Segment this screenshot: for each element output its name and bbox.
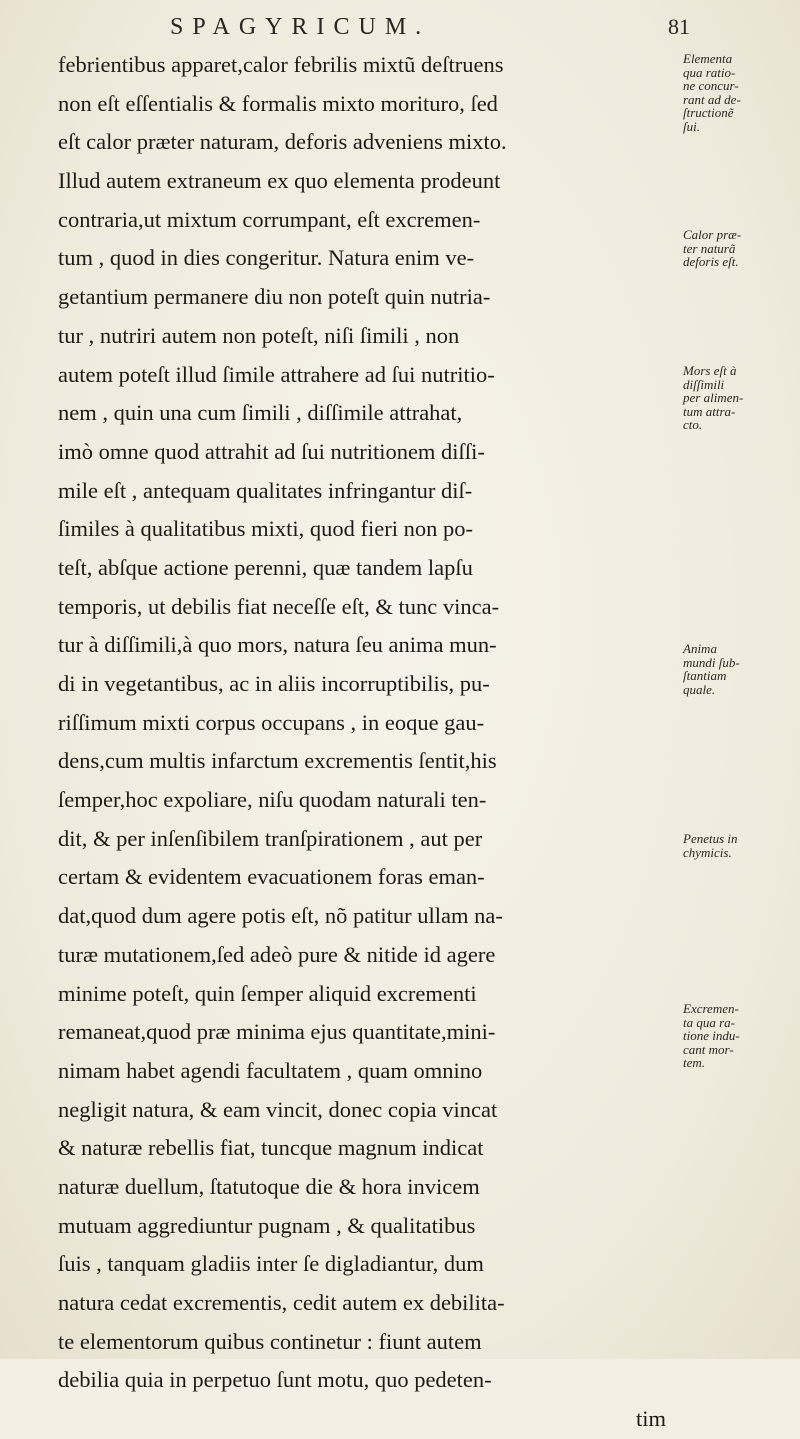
text-line: ſimiles à qualitatibus mixti, quod fieri non po- xyxy=(58,516,473,542)
margin-note-line: quale. xyxy=(683,681,716,697)
text-line: debilia quia in perpetuo ſunt motu, quo pedeten- xyxy=(58,1367,492,1393)
text-line: eſt calor præter naturam, deforis adveniens mixto. xyxy=(58,129,507,155)
margin-note-line: qua ratio- xyxy=(683,64,736,80)
text-line: teſt, abſque actione perenni, quæ tandem lapſu xyxy=(58,554,473,580)
margin-note-line: cto. xyxy=(683,417,703,432)
page-number: 81 xyxy=(668,14,690,39)
margin-note-line: Mors eſt à xyxy=(683,363,737,378)
catchword: tim xyxy=(635,1406,666,1432)
margin-note-line: ſui. xyxy=(683,118,700,134)
text-line: tur , nutriri autem non poteſt, niſi ſimili , non xyxy=(58,322,460,348)
text-line: febrientibus apparet,calor febrilis mixtũ deſtruens xyxy=(58,52,504,77)
text-line: natura cedat excrementis, cedit autem ex debilita- xyxy=(58,1290,505,1315)
margin-note xyxy=(683,642,740,696)
text-line: imò omne quod attrahit ad ſui nutritionem diſſi- xyxy=(58,438,485,464)
text-line: contraria,ut mixtum corrumpant, eſt excremen- xyxy=(58,206,481,232)
margin-note-line: mundi ſub- xyxy=(683,654,740,670)
running-title: SPAGYRICUM. xyxy=(170,14,431,40)
text-line: ſuis , tanquam gladiis inter ſe digladiantur, dum xyxy=(58,1251,484,1277)
text-line: certam & evidentem evacuationem foras eman- xyxy=(58,864,485,890)
text-line: te elementorum quibus continetur : fiunt autem xyxy=(58,1328,482,1354)
margin-note-line: ter naturã xyxy=(683,240,736,256)
margin-note-line: tum attra- xyxy=(683,403,736,419)
text-line: mile eſt , antequam qualitates infringantur diſ- xyxy=(58,477,473,503)
text-line: Illud autem extraneum ex quo elementa prodeunt xyxy=(58,168,501,194)
text-line: negligit natura, & eam vincit, donec copia vincat xyxy=(58,1096,498,1122)
margin-note xyxy=(683,52,741,133)
margin-note-line: diſſimili xyxy=(683,376,725,392)
margin-note-line: chymicis. xyxy=(683,844,732,860)
text-line: minime poteſt, quin ſemper aliquid excrementi xyxy=(58,980,477,1006)
margin-note-line: ta qua ra- xyxy=(683,1014,735,1030)
margin-note-line: deforis eſt. xyxy=(683,254,739,269)
margin-note xyxy=(683,1002,740,1070)
margin-note-line: per alimen- xyxy=(683,390,744,405)
margin-note-line: rant ad de- xyxy=(683,91,741,107)
margin-note-line: tem. xyxy=(683,1055,706,1070)
margin-note-line: ſtructionẽ xyxy=(683,105,734,120)
margin-note-line: ſtantiam xyxy=(683,668,727,683)
margin-note-line: cant mor- xyxy=(683,1041,734,1057)
text-line: tur à diſſimili,à quo mors, natura ſeu anima mun- xyxy=(58,632,497,658)
margin-note-line: Elementa xyxy=(683,51,733,66)
text-line: getantium permanere diu non poteſt quin nutria- xyxy=(58,284,491,310)
margin-note xyxy=(683,364,743,432)
text-line: & naturæ rebellis fiat, tuncque magnum indicat xyxy=(58,1135,484,1161)
text-line: dens,cum multis infarctum excrementis ſentit,his xyxy=(58,748,497,774)
margin-note xyxy=(683,228,741,269)
text-line: nem , quin una cum ſimili , diſſimile attrahat, xyxy=(58,400,463,426)
text-line: mutuam aggrediuntur pugnam , & qualitatibus xyxy=(58,1212,476,1238)
main-text-block xyxy=(58,46,678,1439)
margin-note xyxy=(683,832,738,859)
margin-note-line: Anima xyxy=(683,641,717,656)
margin-note-line: ne concur- xyxy=(683,78,739,93)
text-line: dat,quod dum agere potis eſt, nõ patitur ullam na- xyxy=(58,903,503,929)
text-line: temporis, ut debilis fiat neceſſe eſt, & tunc vinca- xyxy=(58,593,500,619)
running-header xyxy=(170,14,690,42)
text-line: dit, & per inſenſibilem tranſpirationem , aut per xyxy=(58,825,483,851)
text-line: nimam habet agendi facultatem , quam omnino xyxy=(58,1057,483,1083)
text-line: remaneat,quod præ minima ejus quantitate,mini- xyxy=(58,1019,496,1045)
text-line: naturæ duellum, ſtatutoque die & hora invicem xyxy=(58,1173,480,1199)
margin-note-line: Calor præ- xyxy=(683,227,742,242)
text-line: ſemper,hoc expoliare, niſu quodam naturali ten- xyxy=(58,787,487,813)
text-line: riſſimum mixti corpus occupans , in eoque gau- xyxy=(58,709,485,735)
margin-note-line: tione indu- xyxy=(683,1028,740,1043)
text-line: autem poteſt illud ſimile attrahere ad ſui nutritio- xyxy=(58,361,495,387)
margin-note-line: Penetus in xyxy=(683,831,738,846)
text-line: di in vegetantibus, ac in aliis incorruptibilis, pu- xyxy=(58,671,490,696)
margin-note-line: Excremen- xyxy=(683,1001,739,1016)
text-line: tum , quod in dies congeritur. Natura enim ve- xyxy=(58,245,475,271)
text-line: non eſt eſſentialis & formalis mixto morituro, ſed xyxy=(58,90,498,116)
text-line: turæ mutationem,ſed adeò pure & nitide id agere xyxy=(58,941,496,967)
